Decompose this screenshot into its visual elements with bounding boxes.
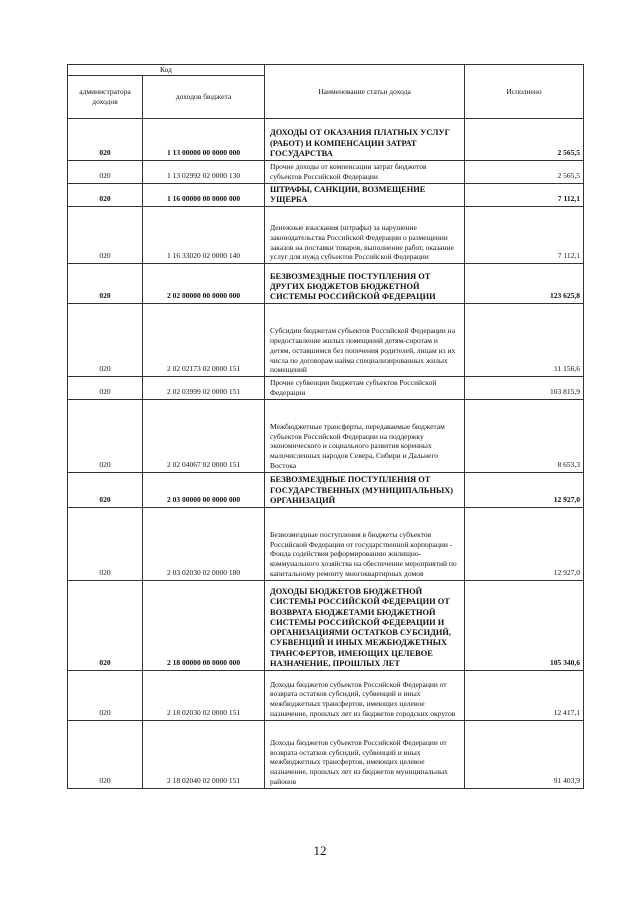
executed-value-cell: 7 112,1 [465,183,584,207]
income-name-cell: БЕЗВОЗМЕЗДНЫЕ ПОСТУПЛЕНИЯ ОТ ГОСУДАРСТВЕННЫХ (МУНИЦИПАЛЬНЫХ) ОРГАНИЗАЦИЙ [265,473,465,508]
admin-code-cell: 020 [68,508,143,581]
income-name-cell: ШТРАФЫ, САНКЦИИ, ВОЗМЕЩЕНИЕ УЩЕРБА [265,183,465,207]
income-code-cell: 2 02 00000 00 0000 000 [143,264,265,304]
table-row [68,183,584,207]
table-row [68,207,584,264]
income-code-column-header: доходов бюджета [143,76,265,119]
executed-value-cell: 105 340,6 [465,581,584,671]
income-code-cell: 2 02 04067 02 0000 151 [143,400,265,473]
income-name-cell: ДОХОДЫ БЮДЖЕТОВ БЮДЖЕТНОЙ СИСТЕМЫ РОССИЙСКОЙ ФЕДЕРАЦИИ ОТ ВОЗВРАТА БЮДЖЕТАМИ БЮДЖЕТНОЙ СИСТЕМЫ РОССИЙСКОЙ ФЕДЕРАЦИИ И ОРГАНИЗАЦИЯМИ ОСТАТКОВ СУБСИДИЙ, СУБВЕНЦИЙ И ИНЫХ МЕЖБЮДЖЕТНЫХ ТРАНСФЕРТОВ, ИМЕЮЩИХ ЦЕЛЕВОЕ НАЗНАЧЕНИЕ, ПРОШЛЫХ ЛЕТ [265,581,465,671]
income-name-cell: Доходы бюджетов субъектов Российской Федерации от возврата остатков субсидий, субвенций и иных межбюджетных трансфертов, имеющих целевое назначение, прошлых лет из бюджетов городских округов [265,671,465,721]
table-row [68,119,584,161]
admin-code-cell: 020 [68,183,143,207]
admin-code-cell: 020 [68,377,143,400]
income-code-cell: 2 18 00000 00 0000 000 [143,581,265,671]
admin-code-cell: 020 [68,207,143,264]
income-code-cell: 1 16 33020 02 0000 140 [143,207,265,264]
table-row [68,161,584,184]
income-name-cell: Межбюджетные трансферты, передаваемые бюджетам субъектов Российской Федерации на поддержку экономического и социального развития коренных малочисленных народов Севера, Сибири и Дальнего Востока [265,400,465,473]
income-name-cell: Денежные взыскания (штрафы) за нарушение законодательства Российской Федерации о размещении заказов на поставки товаров, выполнение работ, оказание услуг для нужд субъектов Российской Федерации [265,207,465,264]
admin-code-cell: 020 [68,119,143,161]
executed-value-cell: 103 815,9 [465,377,584,400]
name-column-header: Наименование статьи дохода [265,65,465,119]
executed-value-cell: 7 112,1 [465,207,584,264]
income-name-cell: Безвозмездные поступления в бюджеты субъектов Российской Федерации от государственной корпорации - Фонда содействия реформированию жилищно-коммунального хозяйства на обеспечение мероприятий по капитальному ремонту многоквартирных домов [265,508,465,581]
executed-value-cell: 8 653,3 [465,400,584,473]
table-row [68,400,584,473]
table-row [68,581,584,671]
admin-code-cell: 020 [68,161,143,184]
admin-code-cell: 020 [68,264,143,304]
page-number: 12 [313,843,327,858]
admin-code-cell: 020 [68,581,143,671]
table-row [68,721,584,789]
table-row [68,508,584,581]
income-code-cell: 2 18 02040 02 0000 151 [143,721,265,789]
table-row [68,304,584,377]
income-name-cell: Доходы бюджетов субъектов Российской Федерации от возврата остатков субсидий, субвенций и иных межбюджетных трансфертов, имеющих целевое назначение, прошлых лет из бюджетов муниципальных районов [265,721,465,789]
income-code-cell: 2 03 00000 00 0000 000 [143,473,265,508]
table-row [68,377,584,400]
admin-code-cell: 020 [68,400,143,473]
income-code-cell: 1 13 02992 02 0000 130 [143,161,265,184]
executed-value-cell: 12 927,0 [465,473,584,508]
income-code-cell: 1 16 00000 00 0000 000 [143,183,265,207]
executed-value-cell: 91 403,9 [465,721,584,789]
executed-value-cell: 123 625,8 [465,264,584,304]
income-code-cell: 2 03 02030 02 0000 180 [143,508,265,581]
income-name-cell: Прочие субвенции бюджетам субъектов Российской Федерации [265,377,465,400]
admin-column-header: администратора доходов [68,76,143,119]
admin-code-cell: 020 [68,473,143,508]
income-code-cell: 2 02 03999 02 0000 151 [143,377,265,400]
income-name-cell: Субсидии бюджетам субъектов Российской Федерации на предоставление жилых помещений детям-сиротам и детям, оставшимся без попечения родителей, лицам из их числа по договорам найма специализированных жилых помещений [265,304,465,377]
income-code-cell: 2 18 02030 02 0000 151 [143,671,265,721]
executed-value-cell: 11 156,6 [465,304,584,377]
executed-value-cell: 12 927,0 [465,508,584,581]
table-row [68,671,584,721]
admin-code-cell: 020 [68,304,143,377]
header-row-top [68,65,584,76]
value-column-header: Исполнено [465,65,584,119]
executed-value-cell: 2 565,5 [465,119,584,161]
income-code-cell: 2 02 02173 02 0000 151 [143,304,265,377]
admin-code-cell: 020 [68,721,143,789]
table-row [68,264,584,304]
admin-code-cell: 020 [68,671,143,721]
table-row [68,473,584,508]
income-code-cell: 1 13 00000 00 0000 000 [143,119,265,161]
income-table [67,64,584,789]
executed-value-cell: 12 417,1 [465,671,584,721]
executed-value-cell: 2 565,5 [465,161,584,184]
income-name-cell: БЕЗВОЗМЕЗДНЫЕ ПОСТУПЛЕНИЯ ОТ ДРУГИХ БЮДЖЕТОВ БЮДЖЕТНОЙ СИСТЕМЫ РОССИЙСКОЙ ФЕДЕРАЦИИ [265,264,465,304]
code-group-header: Код [68,65,265,76]
income-name-cell: Прочие доходы от компенсации затрат бюджетов субъектов Российской Федерации [265,161,465,184]
income-name-cell: ДОХОДЫ ОТ ОКАЗАНИЯ ПЛАТНЫХ УСЛУГ (РАБОТ) И КОМПЕНСАЦИИ ЗАТРАТ ГОСУДАРСТВА [265,119,465,161]
